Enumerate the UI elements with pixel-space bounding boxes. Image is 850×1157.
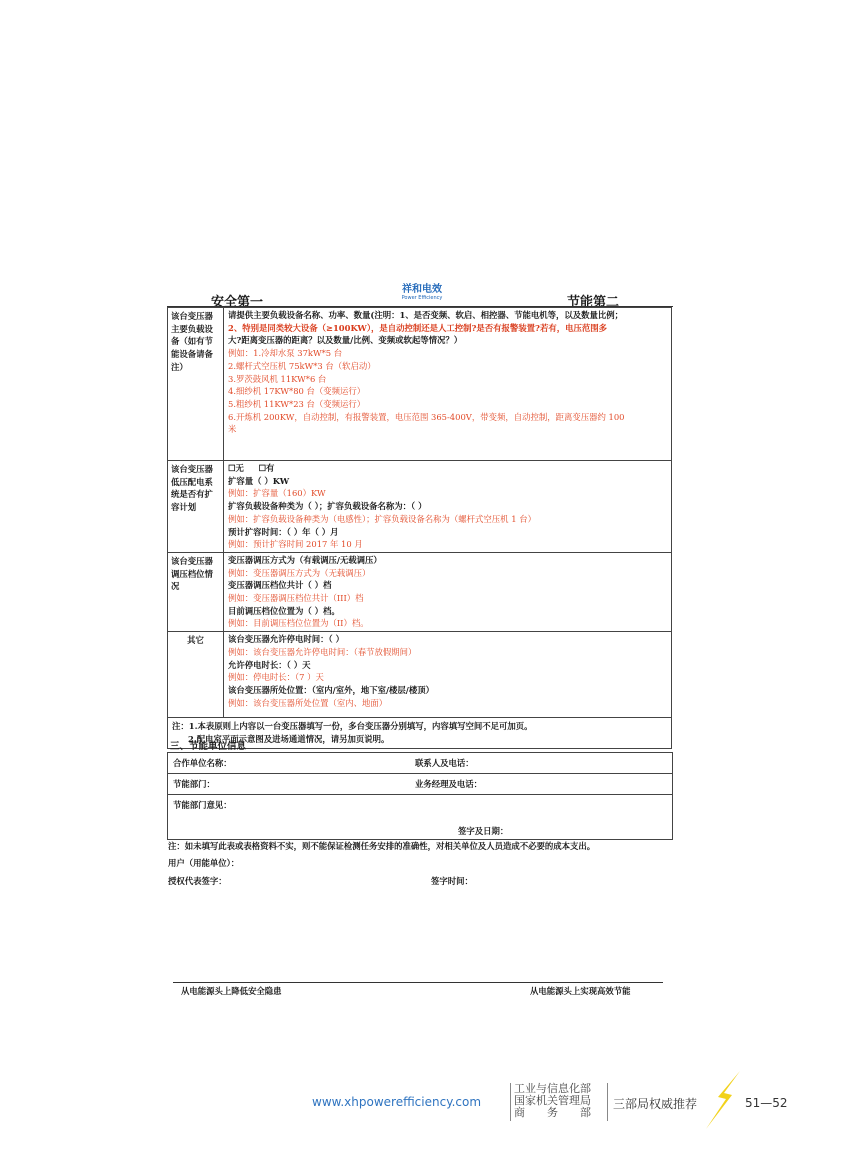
ministry-block: [514, 1083, 591, 1119]
footer-divider: [607, 1083, 608, 1121]
load-instruction-line: 请提供主要负载设备名称、功率、数量(注明：1、是否变频、软启、相控器、节能电机等，以及数量比例；: [228, 310, 624, 320]
example-line: 例如：目前调压档位位置为（II）档。: [228, 618, 369, 629]
slogan-rule: [173, 982, 663, 983]
row-label-load-equipment: 该台变压器主要负载设备（如有节能设备请备注）: [168, 308, 224, 461]
logo-text: 祥和电效: [402, 284, 442, 295]
example-line: 例如：预计扩容时间 2017 年 10 月: [228, 539, 363, 550]
example-line: 例如：1.冷却水泵 37kW*5 台: [228, 348, 343, 359]
row-label-expansion-plan: 该台变压器低压配电系统是否有扩容计划: [168, 461, 224, 553]
expansion-plan-cell: [224, 461, 672, 553]
expansion-time: 预计扩容时间：（ ）年（ ）月: [228, 526, 339, 537]
ministry-line: 商 务 部: [514, 1106, 591, 1119]
row-label-other: 其它: [168, 632, 224, 718]
row-label-tap-position: 该台变压器调压档位情况: [168, 552, 224, 631]
example-line: 3.罗茨鼓风机 11KW*6 台: [228, 373, 327, 384]
manager-field[interactable]: 业务经理及电话：: [410, 774, 673, 795]
example-line: 5.粗纱机 11KW*23 台（变频运行）: [228, 398, 366, 409]
footer-divider: [510, 1083, 511, 1121]
header-left-slogan: 安全第一: [211, 295, 264, 310]
example-line: 例如：变压器调压方式为（无载调压）: [228, 567, 371, 578]
example-line: 4.细纱机 17KW*80 台（变频运行）: [228, 386, 366, 397]
example-line: 例如：扩容负载设备种类为（电感性）；扩容负载设备名称为（螺杆式空压机 1 台）: [228, 513, 536, 524]
outage-duration: 允许停电时长：（ ）天: [228, 659, 311, 670]
brand-logo: [388, 285, 456, 301]
expansion-load-type: 扩容负载设备种类为（ ）；扩容负载设备名称为：（ ）: [228, 501, 427, 512]
contact-field[interactable]: 联系人及电话：: [410, 753, 673, 774]
table-row: [168, 461, 672, 553]
tap-current: 目前调压档位位置为（ ）档。: [228, 605, 340, 616]
load-instruction-line: 大?距离变压器的距离？以及数量/比例、变频或软起等情况？）: [228, 335, 463, 346]
logo-subtext: Power Efficiency: [401, 295, 443, 301]
tap-position-cell: [224, 552, 672, 631]
note-line: 注：1.本表原则上内容以一台变压器填写一份，多台变压器分别填写，内容填写空间不足可加页。: [172, 721, 533, 732]
sign-date-label: 签字及日期：: [458, 826, 509, 836]
table-row: [168, 774, 673, 795]
tap-method: 变压器调压方式为（有载调压/无载调压）: [228, 554, 382, 565]
outage-time: 该台变压器允许停电时间：（ ）: [228, 634, 344, 645]
website-link[interactable]: www.xhpowerefficiency.com: [312, 1095, 482, 1109]
page-number: 51—52: [745, 1096, 788, 1110]
section-title: 三、节能单位信息: [170, 741, 247, 752]
note-line: 2.配电室平面示意图及进场通道情况，请另加页说明。: [188, 733, 390, 744]
checkbox-none[interactable]: ☐无: [228, 463, 244, 473]
table-row: [168, 795, 673, 840]
disclaimer-note: 注：如未填写此表或表格资料不实，则不能保证检测任务安排的准确性，对相关单位及人员造成不必要的成本支出。: [168, 841, 596, 851]
table-row: [168, 308, 672, 461]
tap-count: 变压器调压档位共计（ ）档: [228, 580, 332, 591]
header-right-slogan: 节能第二: [567, 295, 620, 310]
expansion-capacity: 扩容量（ ）KW: [228, 475, 290, 486]
partner-name-field[interactable]: 合作单位名称：: [168, 753, 411, 774]
energy-unit-table: [167, 752, 673, 840]
transformer-info-table: [167, 307, 672, 749]
slogan-left: 从电能源头上降低安全隐患: [181, 986, 282, 996]
example-line: 2.螺杆式空压机 75kW*3 台（软启动）: [228, 360, 376, 371]
other-cell: [224, 632, 672, 718]
example-line: 例如：该台变压器允许停电时间：（春节放假期间）: [228, 646, 417, 657]
table-row: [168, 632, 672, 718]
sign-time-label[interactable]: 签字时间：: [431, 876, 473, 886]
recommendation-text: 三部局权威推荐: [613, 1097, 698, 1111]
ministry-line: 国家机关管理局: [514, 1094, 591, 1107]
load-instruction-line: 2、特别是同类较大设备（≥100KW），是自动控制还是人工控制?是否有报警装置?若有，电压范围多: [228, 322, 607, 333]
example-line: 例如：扩容量（160）KW: [228, 488, 326, 499]
example-line: 例如：变压器调压档位共计（III）档: [228, 593, 364, 604]
department-field[interactable]: 节能部门：: [168, 774, 411, 795]
load-equipment-cell: [224, 308, 672, 461]
table-row: [168, 753, 673, 774]
example-line: 米: [228, 424, 237, 435]
transformer-location: 该台变压器所处位置：（室内/室外，地下室/楼层/楼顶）: [228, 684, 434, 695]
lightning-bolt-icon: [704, 1071, 744, 1129]
example-line: 例如：该台变压器所处位置（室内、地面）: [228, 697, 388, 708]
example-line: 例如：停电时长：（7 ）天: [228, 672, 324, 683]
auth-sign-label[interactable]: 授权代表签字：: [168, 876, 227, 886]
user-label: 用户（用能单位）：: [168, 858, 240, 868]
example-line: 6.开炼机 200KW，自动控制，有报警装置，电压范围 365-400V，带变频，自动控制，距离变压器约 100: [228, 411, 625, 422]
opinion-field[interactable]: [168, 795, 673, 840]
slogan-right: 从电能源头上实现高效节能: [530, 986, 631, 996]
table-row: [168, 552, 672, 631]
checkbox-yes[interactable]: ☐有: [258, 463, 275, 473]
opinion-label: 节能部门意见：: [173, 800, 232, 810]
ministry-line: 工业与信息化部: [514, 1082, 591, 1095]
